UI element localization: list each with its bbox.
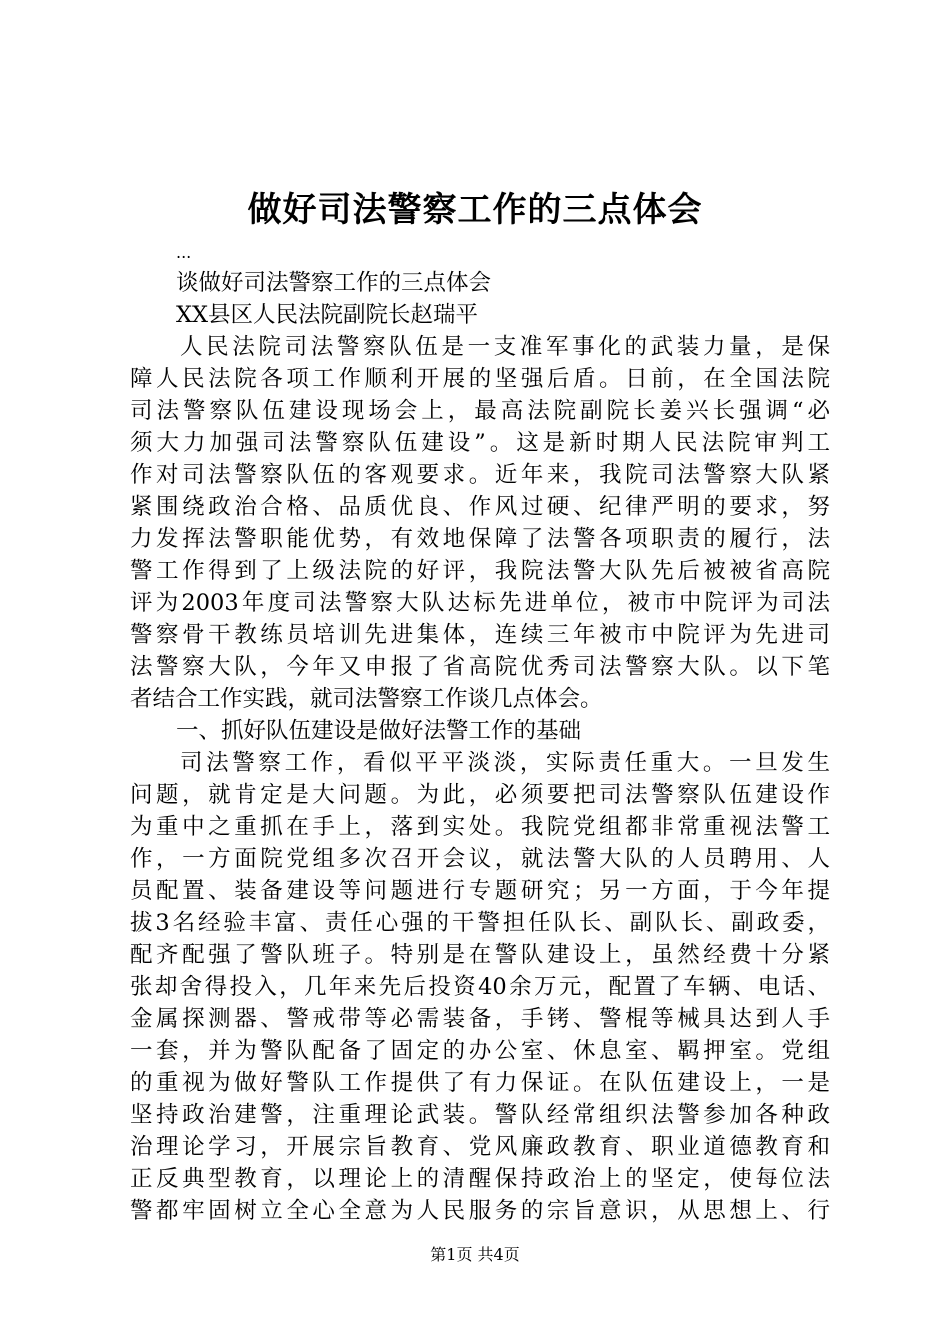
- body-line: 者结合工作实践，就司法警察工作谈几点体会。: [130, 686, 603, 712]
- body-line: 障人民法院各项工作顺利开展的坚强后盾。日前，在全国法院: [130, 366, 830, 392]
- body-line: 为重中之重抓在手上，落到实处。我院党组都非常重视法警工: [130, 814, 830, 840]
- body-line: 问题，就肯定是大问题。为此，必须要把司法警察队伍建设作: [130, 782, 830, 808]
- body-line: 须大力加强司法警察队伍建设”。这是新时期人民法院审判工: [130, 430, 830, 456]
- body-line: 警工作得到了上级法院的好评，我院法警大队先后被被省高院: [130, 558, 830, 584]
- body-line: 治理论学习，开展宗旨教育、党风廉政教育、职业道德教育和: [130, 1134, 830, 1160]
- body-line: 警察骨干教练员培训先进集体，连续三年被市中院评为先进司: [130, 622, 830, 648]
- body-line: 司法警察工作，看似平平淡淡，实际责任重大。一旦发生: [180, 750, 830, 776]
- body-line: 司法警察队伍建设现场会上，最高法院副院长姜兴长强调“必: [130, 398, 830, 424]
- page-number-footer: 第1页 共4页: [430, 1245, 520, 1264]
- body-line: 力发挥法警职能优势，有效地保障了法警各项职责的履行，法: [130, 526, 830, 552]
- body-line: 坚持政治建警，注重理论武装。警队经常组织法警参加各种政: [130, 1102, 830, 1128]
- ellipsis-marker: ...: [176, 243, 192, 262]
- body-line: 员配置、装备建设等问题进行专题研究；另一方面，于今年提: [130, 878, 830, 904]
- body-line: 张却舍得投入，几年来先后投资40余万元，配置了车辆、电话、: [130, 974, 830, 1000]
- body-line: 作对司法警察队伍的客观要求。近年来，我院司法警察大队紧: [130, 462, 830, 488]
- body-line: 作，一方面院党组多次召开会议，就法警大队的人员聘用、人: [130, 846, 830, 872]
- body-line: 紧围绕政治合格、品质优良、作风过硬、纪律严明的要求，努: [130, 494, 830, 520]
- body-line: 拔3名经验丰富、责任心强的干警担任队长、副队长、副政委，: [130, 910, 830, 936]
- section-heading: 一、抓好队伍建设是做好法警工作的基础: [176, 718, 582, 744]
- body-line: 人民法院司法警察队伍是一支准军事化的武装力量，是保: [180, 334, 830, 360]
- author-line: XX县区人民法院副院长赵瑞平: [176, 302, 479, 328]
- body-line: 警都牢固树立全心全意为人民服务的宗旨意识，从思想上、行: [130, 1198, 830, 1224]
- subtitle-line: 谈做好司法警察工作的三点体会: [176, 270, 492, 296]
- body-line: 一套，并为警队配备了固定的办公室、休息室、羁押室。党组: [130, 1038, 830, 1064]
- body-line: 的重视为做好警队工作提供了有力保证。在队伍建设上，一是: [130, 1070, 830, 1096]
- body-line: 法警察大队，今年又申报了省高院优秀司法警察大队。以下笔: [130, 654, 830, 680]
- document-title: 做好司法警察工作的三点体会: [247, 190, 703, 230]
- body-line: 正反典型教育，以理论上的清醒保持政治上的坚定，使每位法: [130, 1166, 830, 1192]
- body-line: 配齐配强了警队班子。特别是在警队建设上，虽然经费十分紧: [130, 942, 830, 968]
- body-line: 评为2003年度司法警察大队达标先进单位，被市中院评为司法: [130, 590, 830, 616]
- body-line: 金属探测器、警戒带等必需装备，手铐、警棍等械具达到人手: [130, 1006, 830, 1032]
